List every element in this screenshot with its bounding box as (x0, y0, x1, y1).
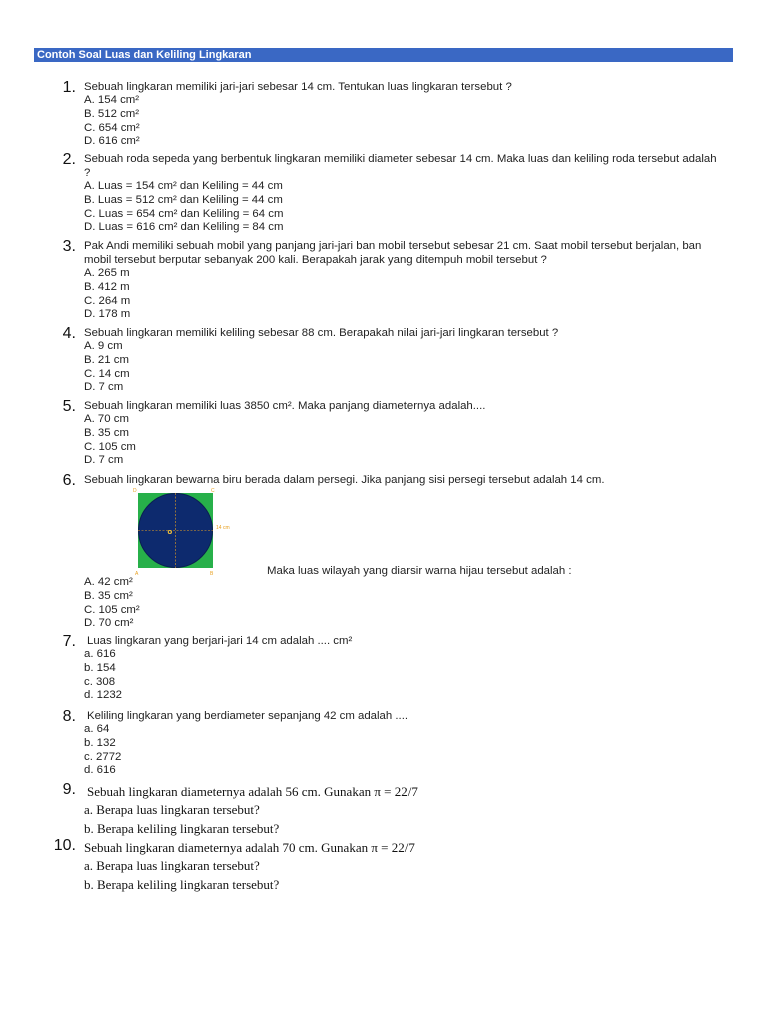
center-label: O (167, 530, 172, 536)
question-text: Pak Andi memiliki sebuah mobil yang panjang jari-jari ban mobil tersebut sebesar 21 cm. Saat mobil tersebut berjalan, ban mobil tersebut berputar sebanyak 200 kali. Berapakah jarak yang ditempuh mobil tersebut ? (84, 240, 702, 266)
option: A. 70 cm (84, 413, 129, 425)
option: D. 178 m (84, 308, 131, 321)
option: c. 308 (84, 675, 116, 688)
option-list (84, 576, 140, 631)
option: b. 132 (84, 736, 116, 749)
option: a. Berapa luas lingkaran tersebut? (84, 858, 260, 873)
option: D. 616 cm² (84, 135, 140, 148)
option: C. Luas = 654 cm² dan Keliling = 64 cm (84, 207, 284, 220)
option-list (84, 648, 122, 703)
option: A. 265 m (84, 267, 130, 279)
option: A. 42 cm² (84, 576, 133, 588)
option: a. Berapa luas lingkaran tersebut? (84, 802, 260, 817)
question-number: 9. (62, 781, 76, 798)
option: B. 35 cm (84, 426, 129, 439)
question-text: Sebuah roda sepeda yang berbentuk lingkaran memiliki diameter sebesar 14 cm. Maka luas dan keliling roda tersebut adalah ? (84, 153, 717, 179)
figure-caption: Maka luas wilayah yang diarsir warna hijau tersebut adalah : (267, 565, 572, 577)
option: D. Luas = 616 cm² dan Keliling = 84 cm (84, 221, 284, 234)
corner-label-a: A (135, 571, 139, 577)
question-number: 2. (62, 151, 76, 168)
question-text: Sebuah lingkaran memiliki jari-jari sebesar 14 cm. Tentukan luas lingkaran tersebut ? (84, 81, 512, 93)
question-text: Sebuah lingkaran diameternya adalah 56 cm. Gunakan π = 22/7 (87, 784, 418, 799)
question-number: 4. (62, 325, 76, 342)
option-list (84, 856, 279, 894)
question-number: 10. (53, 837, 76, 854)
option: b. 154 (84, 661, 116, 674)
question-text: Keliling lingkaran yang berdiameter sepanjang 42 cm adalah .... (87, 710, 409, 722)
option: C. 105 cm (84, 440, 136, 453)
option: B. 412 m (84, 280, 130, 293)
option-list (84, 800, 279, 838)
question-text: Luas lingkaran yang berjari-jari 14 cm adalah .... cm² (87, 635, 353, 647)
option: B. 512 cm² (84, 107, 140, 120)
option: D. 70 cm² (84, 617, 134, 630)
option-list (84, 267, 130, 322)
option: A. 154 cm² (84, 94, 140, 106)
option: c. 2772 (84, 750, 122, 763)
option: d. 1232 (84, 689, 123, 702)
option: a. 616 (84, 648, 116, 660)
question-number: 3. (62, 238, 76, 255)
corner-label-c: C (211, 488, 215, 494)
question-number: 5. (62, 398, 76, 415)
option: C. 105 cm² (84, 603, 140, 616)
option-list (84, 723, 121, 778)
question-number: 8. (62, 708, 76, 725)
question-text: Sebuah lingkaran memiliki keliling sebesar 88 cm. Berapakah nilai jari-jari lingkaran tersebut ? (84, 327, 559, 339)
option: D. 7 cm (84, 381, 124, 394)
corner-label-b: B (210, 571, 214, 577)
option-list (84, 413, 136, 468)
option: C. 654 cm² (84, 121, 140, 134)
option: b. Berapa keliling lingkaran tersebut? (84, 877, 280, 892)
option: C. 264 m (84, 294, 131, 307)
option-list (84, 340, 130, 395)
question-text: Sebuah lingkaran diameternya adalah 70 cm. Gunakan π = 22/7 (84, 840, 415, 855)
option: D. 7 cm (84, 454, 124, 467)
option: A. Luas = 154 cm² dan Keliling = 44 cm (84, 180, 283, 192)
document-title: Contoh Soal Luas dan Keliling Lingkaran (34, 48, 733, 62)
question-text: Sebuah lingkaran bewarna biru berada dalam persegi. Jika panjang sisi persegi tersebut adalah 14 cm. (84, 474, 605, 486)
option: b. Berapa keliling lingkaran tersebut? (84, 821, 280, 836)
question-text: Sebuah lingkaran memiliki luas 3850 cm². Maka panjang diameternya adalah.... (84, 400, 486, 412)
option: B. 35 cm² (84, 589, 133, 602)
option-list (84, 180, 283, 235)
question-number: 6. (62, 472, 76, 489)
question-number: 1. (62, 79, 76, 96)
side-length-label: 14 cm (216, 525, 230, 531)
option: d. 616 (84, 764, 116, 777)
option: A. 9 cm (84, 340, 123, 352)
option-list (84, 94, 140, 149)
option: a. 64 (84, 723, 110, 735)
option: C. 14 cm (84, 367, 130, 380)
square-circle-figure (128, 486, 232, 578)
question-number: 7. (62, 633, 76, 650)
option: B. 21 cm (84, 353, 129, 366)
corner-label-d: D (133, 488, 137, 494)
option: B. Luas = 512 cm² dan Keliling = 44 cm (84, 193, 283, 206)
